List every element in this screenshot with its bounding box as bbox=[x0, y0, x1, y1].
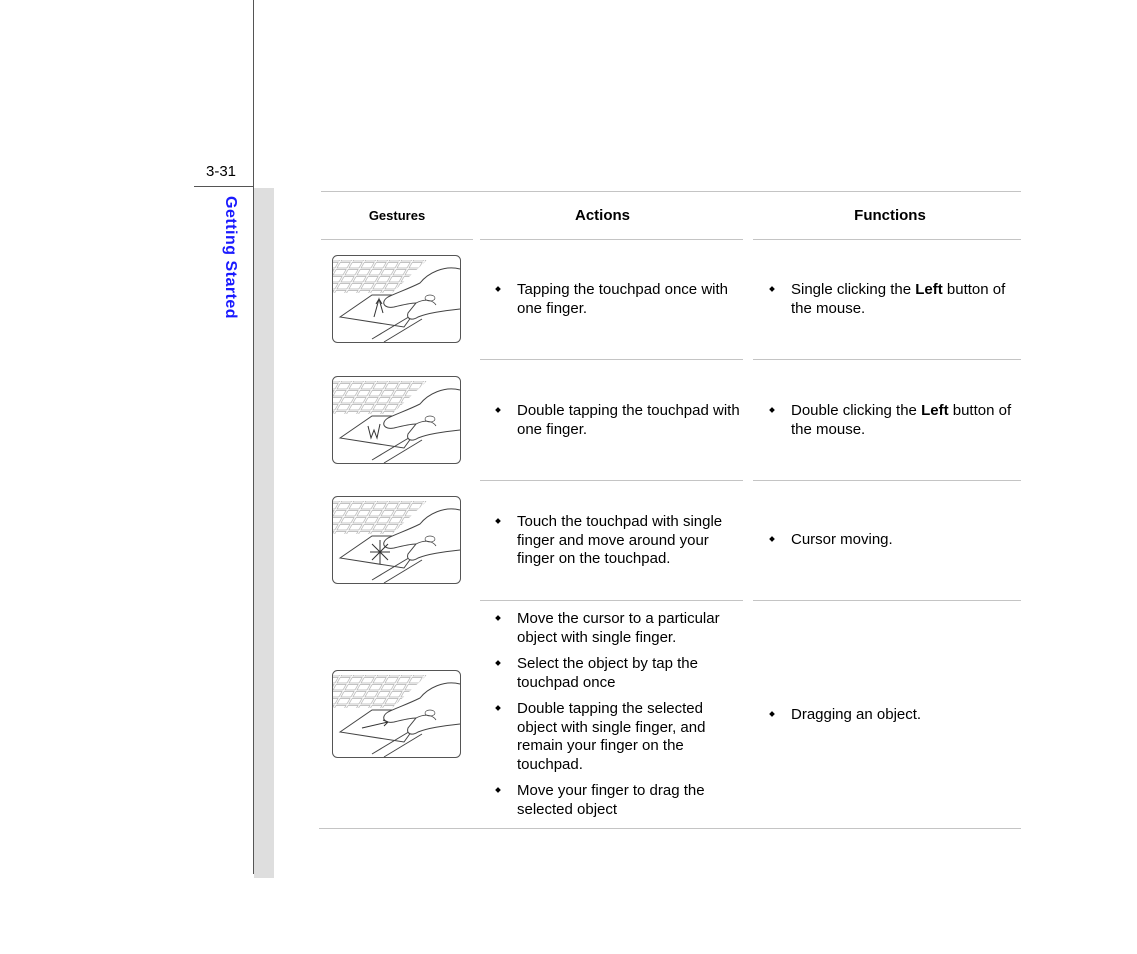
action-item: Select the object by tap the touchpad once bbox=[494, 655, 744, 692]
function-cell bbox=[768, 281, 1018, 318]
row-divider bbox=[753, 480, 1021, 481]
touchpad-double-tap-icon bbox=[332, 376, 461, 464]
action-item: Touch the touchpad with single finger and move around your finger on the touchpad. bbox=[494, 513, 744, 569]
action-item: Move your finger to drag the selected object bbox=[494, 782, 744, 819]
function-item: Double clicking the Left button of the mouse. bbox=[768, 402, 1018, 439]
row-divider bbox=[753, 359, 1021, 360]
action-cell bbox=[494, 513, 744, 569]
function-cell bbox=[768, 706, 1018, 725]
function-item: Dragging an object. bbox=[768, 706, 1018, 725]
page-number-rule bbox=[194, 186, 254, 187]
function-cell bbox=[768, 402, 1018, 439]
action-item: Double tapping the touchpad with one finger. bbox=[494, 402, 744, 439]
function-cell bbox=[768, 531, 1018, 550]
action-cell bbox=[494, 281, 744, 318]
table-bottom-rule bbox=[319, 828, 1021, 829]
touchpad-single-tap-icon bbox=[332, 255, 461, 343]
action-cell bbox=[494, 610, 744, 819]
header-functions: Functions bbox=[854, 207, 926, 224]
action-item: Tapping the touchpad once with one finger. bbox=[494, 281, 744, 318]
side-tab-bar bbox=[254, 188, 274, 878]
header-gestures: Gestures bbox=[368, 208, 426, 223]
section-title: Getting Started bbox=[222, 196, 239, 320]
row-divider bbox=[480, 480, 743, 481]
touchpad-drag-icon bbox=[332, 670, 461, 758]
page-number: 3-31 bbox=[206, 163, 237, 180]
row-divider bbox=[321, 239, 473, 240]
function-item: Single clicking the Left button of the mouse. bbox=[768, 281, 1018, 318]
row-divider bbox=[480, 359, 743, 360]
row-divider bbox=[480, 239, 743, 240]
row-divider bbox=[753, 239, 1021, 240]
action-item: Move the cursor to a particular object with single finger. bbox=[494, 610, 744, 647]
header-actions: Actions bbox=[574, 207, 630, 224]
row-divider bbox=[480, 600, 743, 601]
touchpad-move-icon bbox=[332, 496, 461, 584]
function-item: Cursor moving. bbox=[768, 531, 1018, 550]
action-cell bbox=[494, 402, 744, 439]
action-item: Double tapping the selected object with single finger, and remain your finger on the touchpad. bbox=[494, 700, 744, 774]
table-top-rule bbox=[321, 191, 1021, 192]
row-divider bbox=[753, 600, 1021, 601]
